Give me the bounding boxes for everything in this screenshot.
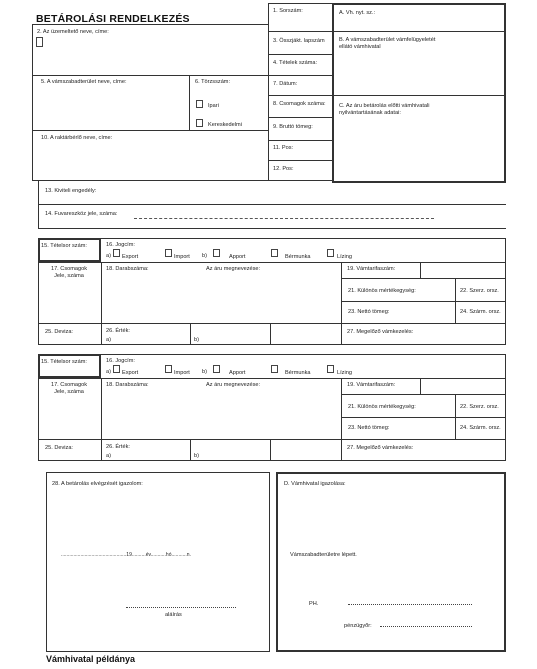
divider-line xyxy=(32,24,33,180)
field-B-label: B. A vámszabadterület vámfelügyeletét ellátó vámhivatal xyxy=(339,37,436,50)
ipari-label: Ipari xyxy=(208,103,219,109)
divider-line xyxy=(420,378,421,394)
kereskedelmi-label: Kereskedelmi xyxy=(208,122,242,128)
signature-line xyxy=(126,607,236,608)
item-1-export-label: Export xyxy=(122,254,139,260)
field-11-label: 11. Pos: xyxy=(273,145,294,151)
item-2-field-23-label: 23. Nettó tömeg: xyxy=(348,425,390,431)
field-14-label: 14. Fuvareszköz jele, száma: xyxy=(45,211,118,217)
divider-line xyxy=(268,3,332,4)
signature-label: aláírás xyxy=(165,612,182,618)
item-1-field-18-label: 18. Darabszáma: xyxy=(106,266,149,272)
item-2-lizing-checkbox[interactable] xyxy=(327,365,334,373)
item-1-field-19-label: 19. Vámtarifaszám: xyxy=(347,266,396,272)
item-1-field-26b-label: b) xyxy=(194,337,199,343)
divider-line xyxy=(420,262,421,278)
field-4-label: 4. Tételek száma: xyxy=(273,60,318,66)
field-2-label: 2. Az üzemeltető neve, címe: xyxy=(37,29,109,35)
divider-line xyxy=(341,394,506,395)
divider-line xyxy=(341,262,342,345)
item-1-apport-label: Apport xyxy=(229,254,246,260)
item-1-field-17-label: 17. Csomagok Jele, száma xyxy=(50,266,88,279)
date-line: ...............................................19..........év...........hó...........n. xyxy=(61,552,191,558)
item-1-row-number-box xyxy=(38,238,101,262)
divider-line xyxy=(455,394,456,439)
item-2-field-26a-label: a) xyxy=(106,453,111,459)
item-2-import-label: Import xyxy=(174,370,190,376)
divider-line xyxy=(32,180,332,181)
item-1-lizing-checkbox[interactable] xyxy=(327,249,334,257)
warehouse-certification-box xyxy=(46,472,270,652)
field-3-label: 3. Összjákt. lapszám xyxy=(273,38,325,44)
officer-label: pénzügyőr: xyxy=(344,623,372,629)
item-2-field-25-label: 25. Deviza: xyxy=(45,445,73,451)
divider-line xyxy=(268,160,332,161)
divider-line xyxy=(190,439,191,461)
item-1-goods-name-label: Az áru megnevezése: xyxy=(206,266,261,272)
divider-line xyxy=(268,95,332,96)
item-1-field-24-label: 24. Szárm. orsz. xyxy=(460,309,501,315)
field-9-label: 9. Bruttó tömeg: xyxy=(273,124,313,130)
field-6-label: 6. Törzsszám: xyxy=(195,79,231,85)
item-2-export-label: Export xyxy=(122,370,139,376)
item-2-import-checkbox[interactable] xyxy=(165,365,172,373)
item-2-field-26-label: 26. Érték: xyxy=(106,444,130,450)
divider-line xyxy=(341,278,506,279)
divider-line xyxy=(268,31,332,32)
field-D-label: D. Vámhivatal igazolása: xyxy=(284,481,346,487)
divider-line xyxy=(341,417,506,418)
item-1-bermunka-label: Bérmunka xyxy=(285,254,311,260)
item-2-opt-b-label: b) xyxy=(202,369,207,375)
divider-line xyxy=(341,378,342,461)
document-title: BETÁROLÁSI RENDELKEZÉS xyxy=(36,13,190,25)
item-2-field-15-label: 15. Tételsor szám: xyxy=(41,359,87,365)
field-5-label: 5. A vámszabadterület neve, címe: xyxy=(41,79,127,85)
item-2-lizing-label: Lízing xyxy=(337,370,352,376)
item-1-import-label: Import xyxy=(174,254,190,260)
item-1-field-15-label: 15. Tételsor szám: xyxy=(41,243,87,249)
item-1-field-21-label: 21. Különös mértékegység: xyxy=(348,288,416,294)
divider-line xyxy=(333,95,505,96)
ipari-checkbox[interactable] xyxy=(196,100,203,108)
field-28-label: 28. A betárolás elvégzését igazolom: xyxy=(52,481,143,487)
item-2-apport-label: Apport xyxy=(229,370,246,376)
field-13-label: 13. Kiviteli engedély: xyxy=(45,188,97,194)
ph-label: PH. xyxy=(309,601,319,607)
item-1-opt-a-label: a) xyxy=(106,253,111,259)
item-1-field-25-label: 25. Deviza: xyxy=(45,329,73,335)
divider-line xyxy=(268,3,269,180)
field-12-label: 12. Pos: xyxy=(273,166,294,172)
item-1-opt-b-label: b) xyxy=(202,253,207,259)
item-1-field-22-label: 22. Szerz. orsz. xyxy=(460,288,499,294)
item-2-row-number-box xyxy=(38,354,101,378)
item-2-field-17-label: 17. Csomagok Jele, száma xyxy=(50,382,88,395)
divider-line xyxy=(270,439,271,461)
item-2-apport-checkbox[interactable] xyxy=(213,365,220,373)
divider-line xyxy=(190,323,191,345)
customs-certification-box xyxy=(276,472,506,652)
title-underline xyxy=(32,24,268,25)
item-2-bermunka-checkbox[interactable] xyxy=(271,365,278,373)
item-2-field-16-label: 16. Jogcím: xyxy=(106,358,135,364)
item-2-field-22-label: 22. Szerz. orsz. xyxy=(460,404,499,410)
item-1-field-26a-label: a) xyxy=(106,337,111,343)
item-2-goods-name-label: Az áru megnevezése: xyxy=(206,382,261,388)
officer-line xyxy=(380,626,472,627)
item-2-field-18-label: 18. Darabszáma: xyxy=(106,382,149,388)
field-C-label: C. Az áru betárolás előtti vámhivatali nyilvántartásának adatai: xyxy=(339,103,430,116)
item-2-opt-a-label: a) xyxy=(106,369,111,375)
field-10-label: 10. A raktárbérlő neve, címe: xyxy=(41,135,113,141)
item-2-export-checkbox[interactable] xyxy=(113,365,120,373)
item-2-field-24-label: 24. Szárm. orsz. xyxy=(460,425,501,431)
divider-line xyxy=(38,262,506,263)
kereskedelmi-checkbox[interactable] xyxy=(196,119,203,127)
fill-line xyxy=(134,218,434,219)
divider-line xyxy=(455,278,456,323)
item-1-field-27-label: 27. Megelőző vámkezelés: xyxy=(347,329,414,335)
item-1-field-23-label: 23. Nettó tömeg: xyxy=(348,309,390,315)
divider-line xyxy=(38,180,39,228)
item-1-apport-checkbox[interactable] xyxy=(213,249,220,257)
ph-line xyxy=(348,604,472,605)
divider-line xyxy=(333,31,505,32)
divider-line xyxy=(101,378,102,461)
divider-line xyxy=(189,75,190,130)
document-footer: Vámhivatal példánya xyxy=(46,654,136,664)
field-A-label: A. Vh. nyt. sz.: xyxy=(339,10,376,16)
item-1-field-16-label: 16. Jogcím: xyxy=(106,242,135,248)
divider-line xyxy=(38,204,506,205)
field-2-marker xyxy=(36,37,43,47)
divider-line xyxy=(101,262,102,345)
field-7-label: 7. Dátum: xyxy=(273,81,298,87)
item-1-export-checkbox[interactable] xyxy=(113,249,120,257)
item-2-field-26b-label: b) xyxy=(194,453,199,459)
field-8-label: 8. Csomagok száma: xyxy=(273,101,326,107)
divider-line xyxy=(38,378,506,379)
divider-line xyxy=(38,323,506,324)
item-2-field-27-label: 27. Megelőző vámkezelés: xyxy=(347,445,414,451)
divider-line xyxy=(268,140,332,141)
item-1-field-26-label: 26. Érték: xyxy=(106,328,130,334)
divider-line xyxy=(38,228,506,229)
divider-line xyxy=(32,75,268,76)
divider-line xyxy=(268,75,332,76)
item-1-lizing-label: Lízing xyxy=(337,254,352,260)
item-2-field-21-label: 21. Különös mértékegység: xyxy=(348,404,416,410)
customs-office-box xyxy=(332,3,506,183)
divider-line xyxy=(270,323,271,345)
divider-line xyxy=(268,54,332,55)
item-1-import-checkbox[interactable] xyxy=(165,249,172,257)
field-1-label: 1. Sorszám: xyxy=(273,8,303,14)
divider-line xyxy=(268,117,332,118)
entry-label: Vámszabadterületre lépett. xyxy=(290,552,357,558)
divider-line xyxy=(38,439,506,440)
item-1-bermunka-checkbox[interactable] xyxy=(271,249,278,257)
divider-line xyxy=(32,130,268,131)
divider-line xyxy=(341,301,506,302)
item-2-field-19-label: 19. Vámtarifaszám: xyxy=(347,382,396,388)
item-2-bermunka-label: Bérmunka xyxy=(285,370,311,376)
